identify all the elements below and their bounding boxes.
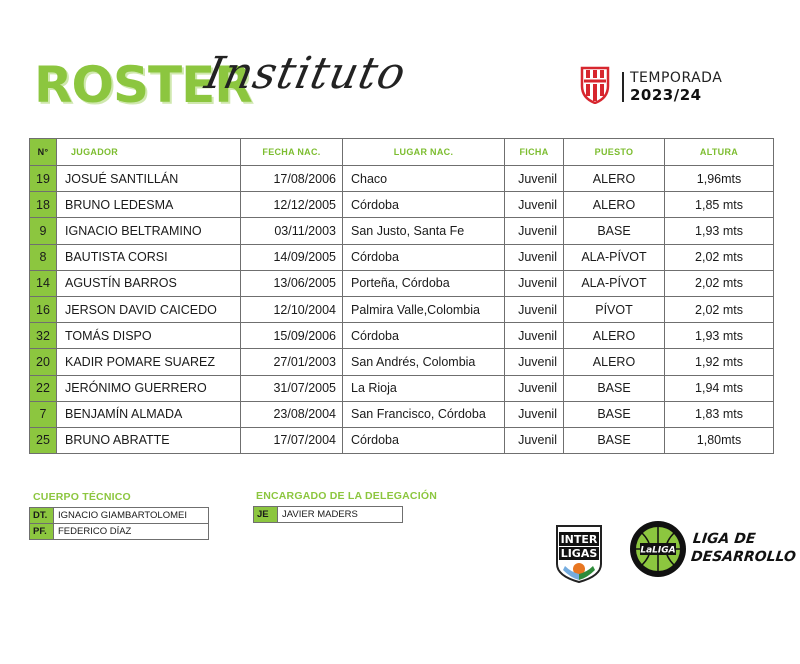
staff-name: IGNACIO GIAMBARTOLOMEI bbox=[54, 508, 209, 524]
position-cell: BASE bbox=[564, 375, 665, 401]
height-cell: 2,02 mts bbox=[665, 270, 774, 296]
ficha-cell: Juvenil bbox=[505, 218, 564, 244]
birth-date-cell: 14/09/2005 bbox=[241, 244, 343, 270]
club-crest-icon bbox=[580, 66, 610, 104]
player-name-cell: JOSUÉ SANTILLÁN bbox=[57, 166, 241, 192]
position-cell: BASE bbox=[564, 218, 665, 244]
staff-tag: PF. bbox=[30, 524, 54, 540]
birth-place-cell: Córdoba bbox=[343, 192, 505, 218]
col-header-player: JUGADOR bbox=[57, 139, 241, 166]
liga-text-line2: DESARROLLO bbox=[690, 549, 797, 565]
table-row bbox=[30, 218, 774, 244]
birth-place-cell: Chaco bbox=[343, 166, 505, 192]
table-row bbox=[30, 270, 774, 296]
height-cell: 1,83 mts bbox=[665, 401, 774, 427]
staff-name: FEDERICO DÍAZ bbox=[54, 524, 209, 540]
table-row bbox=[30, 349, 774, 375]
position-cell: ALERO bbox=[564, 323, 665, 349]
ficha-cell: Juvenil bbox=[505, 270, 564, 296]
col-header-num: N° bbox=[30, 139, 57, 166]
height-cell: 2,02 mts bbox=[665, 244, 774, 270]
row-number-cell: 14 bbox=[30, 270, 57, 296]
row-number-cell: 20 bbox=[30, 349, 57, 375]
birth-date-cell: 12/10/2004 bbox=[241, 296, 343, 322]
row-number-cell: 22 bbox=[30, 375, 57, 401]
interligas-text-2: LIGAS bbox=[560, 547, 598, 560]
row-number-cell: 19 bbox=[30, 166, 57, 192]
staff-row-pf bbox=[30, 524, 209, 540]
birth-place-cell: Córdoba bbox=[343, 427, 505, 453]
birth-date-cell: 27/01/2003 bbox=[241, 349, 343, 375]
svg-text:LaLIGA: LaLIGA bbox=[640, 545, 676, 556]
height-cell: 1,96mts bbox=[665, 166, 774, 192]
row-number-cell: 16 bbox=[30, 296, 57, 322]
birth-date-cell: 31/07/2005 bbox=[241, 375, 343, 401]
table-row bbox=[30, 166, 774, 192]
col-header-position: PUESTO bbox=[564, 139, 665, 166]
birth-place-cell: La Rioja bbox=[343, 375, 505, 401]
birth-place-cell: San Francisco, Córdoba bbox=[343, 401, 505, 427]
col-header-ficha: FICHA bbox=[505, 139, 564, 166]
player-name-cell: JERÓNIMO GUERRERO bbox=[57, 375, 241, 401]
staff-tag: DT. bbox=[30, 508, 54, 524]
height-cell: 1,80mts bbox=[665, 427, 774, 453]
row-number-cell: 25 bbox=[30, 427, 57, 453]
position-cell: ALERO bbox=[564, 349, 665, 375]
ficha-cell: Juvenil bbox=[505, 192, 564, 218]
ficha-cell: Juvenil bbox=[505, 401, 564, 427]
height-cell: 1,92 mts bbox=[665, 349, 774, 375]
table-row bbox=[30, 296, 774, 322]
birth-place-cell: Palmira Valle,Colombia bbox=[343, 296, 505, 322]
col-header-height: ALTURA bbox=[665, 139, 774, 166]
birth-date-cell: 12/12/2005 bbox=[241, 192, 343, 218]
position-cell: ALA-PÍVOT bbox=[564, 244, 665, 270]
table-row bbox=[30, 401, 774, 427]
ficha-cell: Juvenil bbox=[505, 349, 564, 375]
staff-row-dt bbox=[30, 508, 209, 524]
player-name-cell: JERSON DAVID CAICEDO bbox=[57, 296, 241, 322]
birth-place-cell: San Andrés, Colombia bbox=[343, 349, 505, 375]
liga-text-line1: LIGA DE bbox=[692, 531, 757, 547]
player-name-cell: BAUTISTA CORSI bbox=[57, 244, 241, 270]
season-label: TEMPORADA bbox=[630, 70, 723, 86]
position-cell: ALERO bbox=[564, 166, 665, 192]
ficha-cell: Juvenil bbox=[505, 323, 564, 349]
player-name-cell: IGNACIO BELTRAMINO bbox=[57, 218, 241, 244]
table-row bbox=[30, 427, 774, 453]
row-number-cell: 32 bbox=[30, 323, 57, 349]
coaching-staff-table bbox=[29, 507, 209, 540]
birth-date-cell: 17/08/2006 bbox=[241, 166, 343, 192]
birth-place-cell: Córdoba bbox=[343, 244, 505, 270]
ficha-cell: Juvenil bbox=[505, 244, 564, 270]
season-year: 2023/24 bbox=[630, 86, 702, 104]
birth-date-cell: 23/08/2004 bbox=[241, 401, 343, 427]
table-row bbox=[30, 192, 774, 218]
birth-date-cell: 15/09/2006 bbox=[241, 323, 343, 349]
interligas-text-1: INTER bbox=[560, 533, 598, 546]
row-number-cell: 18 bbox=[30, 192, 57, 218]
player-name-cell: KADIR POMARE SUAREZ bbox=[57, 349, 241, 375]
birth-date-cell: 13/06/2005 bbox=[241, 270, 343, 296]
row-number-cell: 9 bbox=[30, 218, 57, 244]
position-cell: ALA-PÍVOT bbox=[564, 270, 665, 296]
player-name-cell: BRUNO LEDESMA bbox=[57, 192, 241, 218]
position-cell: PÍVOT bbox=[564, 296, 665, 322]
col-header-birth-date: FECHA NAC. bbox=[241, 139, 343, 166]
coaching-staff-title: CUERPO TÉCNICO bbox=[33, 491, 131, 503]
height-cell: 1,93 mts bbox=[665, 323, 774, 349]
table-row bbox=[30, 375, 774, 401]
staff-row-je bbox=[254, 507, 403, 523]
table-header-row bbox=[30, 139, 774, 166]
delegation-title: ENCARGADO DE LA DELEGACIÓN bbox=[256, 490, 437, 502]
birth-date-cell: 17/07/2004 bbox=[241, 427, 343, 453]
ficha-cell: Juvenil bbox=[505, 427, 564, 453]
liga-desarrollo-logo-icon bbox=[628, 519, 688, 579]
team-name-script: Instituto bbox=[200, 48, 411, 99]
table-row bbox=[30, 323, 774, 349]
player-name-cell: AGUSTÍN BARROS bbox=[57, 270, 241, 296]
ficha-cell: Juvenil bbox=[505, 166, 564, 192]
height-cell: 1,94 mts bbox=[665, 375, 774, 401]
birth-place-cell: San Justo, Santa Fe bbox=[343, 218, 505, 244]
ficha-cell: Juvenil bbox=[505, 375, 564, 401]
season-divider bbox=[622, 72, 624, 102]
player-name-cell: TOMÁS DISPO bbox=[57, 323, 241, 349]
birth-date-cell: 03/11/2003 bbox=[241, 218, 343, 244]
position-cell: BASE bbox=[564, 401, 665, 427]
birth-place-cell: Córdoba bbox=[343, 323, 505, 349]
position-cell: ALERO bbox=[564, 192, 665, 218]
row-number-cell: 7 bbox=[30, 401, 57, 427]
height-cell: 1,85 mts bbox=[665, 192, 774, 218]
height-cell: 2,02 mts bbox=[665, 296, 774, 322]
player-name-cell: BRUNO ABRATTE bbox=[57, 427, 241, 453]
table-row bbox=[30, 244, 774, 270]
birth-place-cell: Porteña, Córdoba bbox=[343, 270, 505, 296]
liga-desarrollo-text bbox=[690, 530, 799, 566]
delegation-table bbox=[253, 506, 403, 523]
staff-tag: JE bbox=[254, 507, 278, 523]
staff-name: JAVIER MADERS bbox=[278, 507, 403, 523]
height-cell: 1,93 mts bbox=[665, 218, 774, 244]
page-title: ROSTER bbox=[34, 56, 252, 114]
roster-table bbox=[29, 138, 774, 454]
interligas-logo-icon bbox=[553, 524, 605, 584]
position-cell: BASE bbox=[564, 427, 665, 453]
row-number-cell: 8 bbox=[30, 244, 57, 270]
ficha-cell: Juvenil bbox=[505, 296, 564, 322]
col-header-birth-place: LUGAR NAC. bbox=[343, 139, 505, 166]
player-name-cell: BENJAMÍN ALMADA bbox=[57, 401, 241, 427]
